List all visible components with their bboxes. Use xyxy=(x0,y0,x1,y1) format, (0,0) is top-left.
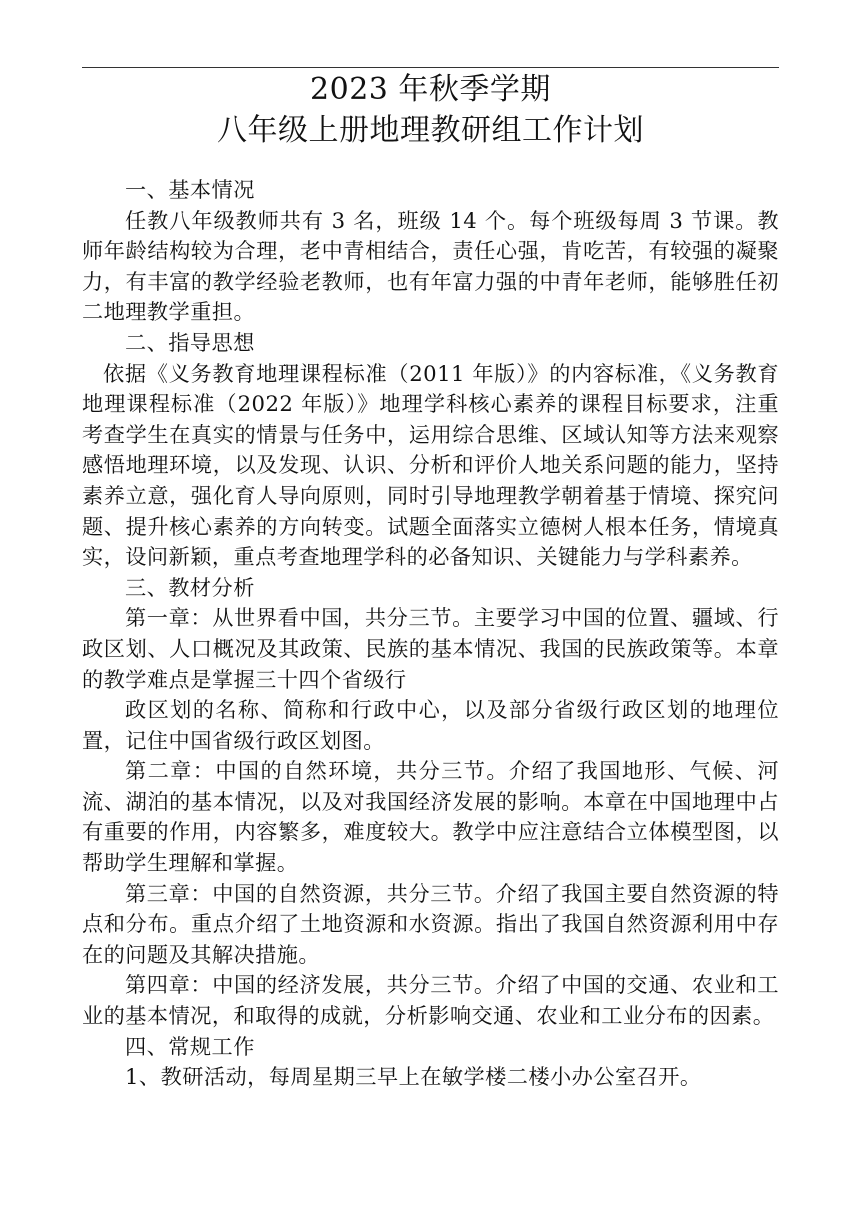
section-heading-textbook: 三、教材分析 xyxy=(125,574,255,600)
document-title-term: 2023 年秋季学期 xyxy=(310,72,551,107)
paragraph-chapter1-cont: 政区划的名称、简称和行政中心，以及部分省级行政区划的地理位置，记住中国省级行政区划图。 xyxy=(82,697,779,753)
section-heading-basic: 一、基本情况 xyxy=(125,177,255,202)
paragraph-chapter1: 第一章：从世界看中国，共分三节。主要学习中国的位置、疆域、行政区划、人口概况及其政策、民族的基本情况、我国的民族政策等。本章的教学难点是掌握三十四个省级行 xyxy=(82,605,779,692)
document-body xyxy=(82,175,779,1093)
document-title-plan: 八年级上册地理教研组工作计划 xyxy=(217,113,644,148)
section-heading-routine: 四、常规工作 xyxy=(125,1033,255,1059)
list-item-routine-1: 1、教研活动，每周星期三早上在敏学楼二楼小办公室召开。 xyxy=(125,1064,702,1090)
paragraph-chapter3: 第三章：中国的自然资源，共分三节。介绍了我国主要自然资源的特点和分布。重点介绍了土地资源和水资源。指出了我国自然资源利用中存在的问题及其解决措施。 xyxy=(82,880,779,967)
paragraph-chapter2: 第二章：中国的自然环境，共分三节。介绍了我国地形、气候、河流、湖泊的基本情况，以及对我国经济发展的影响。本章在中国地理中占有重要的作用，内容繁多，难度较大。教学中应注意结合立体模型图，以帮助学生理解和掌握。 xyxy=(82,758,779,876)
header-rule xyxy=(82,67,779,68)
section-heading-guiding: 二、指导思想 xyxy=(125,329,255,355)
paragraph-chapter4: 第四章：中国的经济发展，共分三节。介绍了中国的交通、农业和工业的基本情况，和取得的成就，分析影响交通、农业和工业分布的因素。 xyxy=(82,972,779,1029)
paragraph-guiding: 依据《义务教育地理课程标准（2011 年版）》的内容标准，《义务教育地理课程标准（2022 年版）》地理学科核心素养的课程目标要求，注重考查学生在真实的情景与任务中，运用综合思维、区域认知等方法来观察感悟地理环境，以及发现、认识、分析和评价人地关系问题的能力，坚持素养立意，强化育人导向原则，同时引导地理教学朝着基于情境、探究问题、提升核心素养的方向转变。试题全面落实立德树人根本任务，情境真实，设问新颖，重点考查地理学科的必备知识、关键能力与学科素养。 xyxy=(82,360,779,570)
paragraph-basic: 任教八年级教师共有 3 名，班级 14 个。每个班级每周 3 节课。教师年龄结构较为合理，老中青相结合，责任心强，肯吃苦，有较强的凝聚力，有丰富的教学经验老教师，也有年富力强的中青年老师，能够胜任初二地理教学重担。 xyxy=(82,207,779,325)
